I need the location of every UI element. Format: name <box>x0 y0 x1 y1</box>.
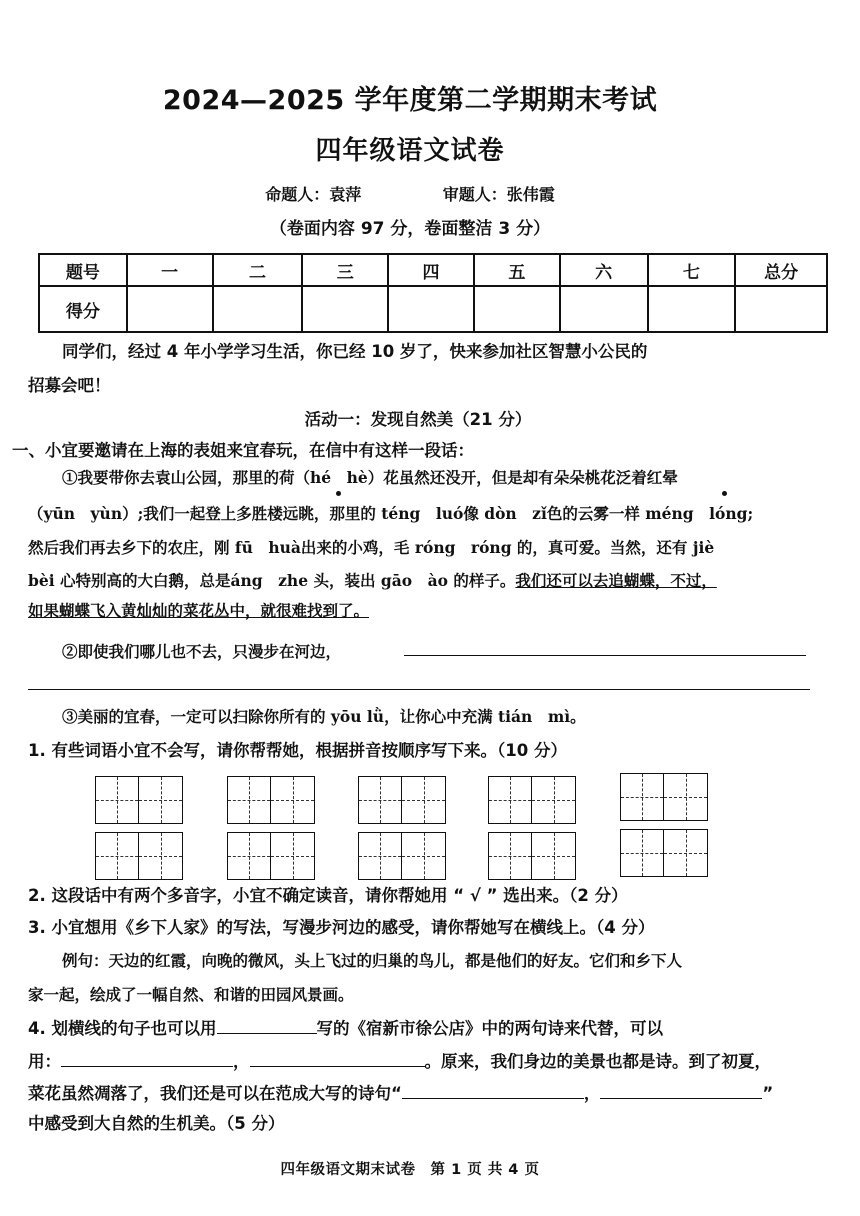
question-text: ， <box>233 1052 250 1071</box>
reviewer-name: 审题人：张伟霞 <box>442 185 555 204</box>
answer-blank[interactable] <box>250 1050 425 1067</box>
answer-blank[interactable] <box>217 1017 317 1034</box>
answer-grid[interactable] <box>358 776 446 824</box>
score-table-header-row <box>39 254 827 286</box>
question-text: ” <box>762 1084 774 1103</box>
question-text: 4. 划横线的句子也可以用 <box>28 1019 217 1038</box>
exam-subtitle: 四年级语文试卷 <box>315 136 505 166</box>
score-table-cell: 六 <box>560 254 648 286</box>
authors-line <box>0 182 820 205</box>
answer-grid[interactable] <box>620 829 708 877</box>
answer-grid[interactable] <box>95 776 183 824</box>
passage-line: ②即使我们哪儿也不去，只漫步在河边， <box>62 642 342 661</box>
exam-title: 2024—2025 学年度第二学期期末考试 <box>162 85 658 116</box>
score-table-cell: 一 <box>127 254 213 286</box>
score-table-cell: 七 <box>648 254 736 286</box>
question-text: 。原来，我们身边的美景也都是诗。到了初夏， <box>424 1052 771 1071</box>
score-table-cell: 五 <box>474 254 560 286</box>
answer-grid[interactable] <box>488 776 576 824</box>
score-table-cell: 二 <box>213 254 303 286</box>
example-sentence: 家一起，绘成了一幅自然、和谐的田园风景画。 <box>28 985 354 1004</box>
score-entry-cell[interactable] <box>560 286 648 332</box>
emphasis-dot <box>722 491 727 496</box>
score-entry-cell[interactable] <box>302 286 388 332</box>
passage-line: ①我要带你去袁山公园，那里的荷（hé hè）花虽然还没开，但是却有朵朵桃花泛着红晕 <box>62 468 678 487</box>
passage-text: bèi 心特别高的大白鹅，总是áng zhe 头，装出 gāo ào 的样子。 <box>28 571 516 590</box>
answer-grid[interactable] <box>95 832 183 880</box>
score-table-score-row <box>39 286 827 332</box>
answer-line[interactable] <box>28 689 810 690</box>
underlined-sentence: 我们还可以去追蝴蝶，不过， <box>515 571 717 590</box>
score-table-cell: 三 <box>302 254 388 286</box>
question-4 <box>28 1050 818 1073</box>
passage-line: （yūn yùn）;我们一起登上多胜楼远眺，那里的 téng luó像 dòn zǐ色的云雾一样 méng lóng; <box>28 504 754 523</box>
score-entry-cell[interactable] <box>127 286 213 332</box>
page-footer: 四年级语文期末试卷 第 1 页 共 4 页 <box>280 1162 540 1178</box>
example-sentence: 例句：天边的红霞，向晚的微风，头上飞过的归巢的鸟儿，都是他们的好友。它们和乡下人 <box>62 951 683 970</box>
question-4 <box>28 1017 818 1040</box>
question-text: 写的《宿新市徐公店》中的两句诗来代替，可以 <box>316 1019 663 1038</box>
score-entry-cell[interactable] <box>474 286 560 332</box>
question-4 <box>28 1082 818 1105</box>
answer-grid[interactable] <box>620 773 708 821</box>
answer-grid[interactable] <box>358 832 446 880</box>
intro-line: 同学们，经过 4 年小学学习生活，你已经 10 岁了，快来参加社区智慧小公民的 <box>62 342 648 361</box>
score-entry-cell[interactable] <box>388 286 474 332</box>
underlined-sentence: 如果蝴蝶飞入黄灿灿的菜花丛中，就很难找到了。 <box>28 601 370 620</box>
answer-grid[interactable] <box>227 832 315 880</box>
answer-line[interactable] <box>404 655 806 656</box>
answer-blank[interactable] <box>600 1082 762 1099</box>
answer-blank[interactable] <box>402 1082 584 1099</box>
answer-grid[interactable] <box>488 832 576 880</box>
question-2: 2. 这段话中有两个多音字，小宜不确定读音，请你帮她用 “ √ ” 选出来。（2 分） <box>28 886 628 905</box>
question-4: 中感受到大自然的生机美。（5 分） <box>28 1114 285 1133</box>
score-table-cell: 四 <box>388 254 474 286</box>
score-table-cell: 总分 <box>735 254 827 286</box>
score-entry-cell[interactable] <box>213 286 303 332</box>
question-1: 1. 有些词语小宜不会写，请你帮帮她，根据拼音按顺序写下来。（10 分） <box>28 741 567 760</box>
passage-line <box>28 570 818 592</box>
question-text: 菜花虽然凋落了，我们还是可以在范成大写的诗句“ <box>28 1084 402 1103</box>
score-note: （卷面内容 97 分，卷面整洁 3 分） <box>269 219 551 239</box>
emphasis-dot <box>336 491 341 496</box>
question-text: ， <box>583 1084 601 1103</box>
score-entry-cell[interactable] <box>735 286 827 332</box>
question-header: 一、小宜要邀请在上海的表姐来宜春玩，在信中有这样一段话： <box>12 441 474 460</box>
score-table-cell: 题号 <box>39 254 127 286</box>
answer-blank[interactable] <box>61 1050 233 1067</box>
score-entry-cell[interactable] <box>648 286 736 332</box>
setter-name: 命题人：袁萍 <box>265 185 362 204</box>
passage-line: ③美丽的宜春，一定可以扫除你所有的 yōu lǜ，让你心中充满 tián mì。 <box>62 707 586 726</box>
passage-line: 然后我们再去乡下的农庄，刚 fū huà出来的小鸡，毛 róng róng 的，真可爱。当然，还有 jiè <box>28 538 715 557</box>
answer-grid[interactable] <box>227 776 315 824</box>
score-table-cell: 得分 <box>39 286 127 332</box>
activity-title: 活动一：发现自然美（21 分） <box>304 410 532 429</box>
question-3: 3. 小宜想用《乡下人家》的写法，写漫步河边的感受，请你帮她写在横线上。（4 分） <box>28 918 655 937</box>
score-table <box>38 253 828 333</box>
question-text: 用： <box>28 1052 61 1071</box>
intro-line: 招募会吧！ <box>28 376 111 395</box>
